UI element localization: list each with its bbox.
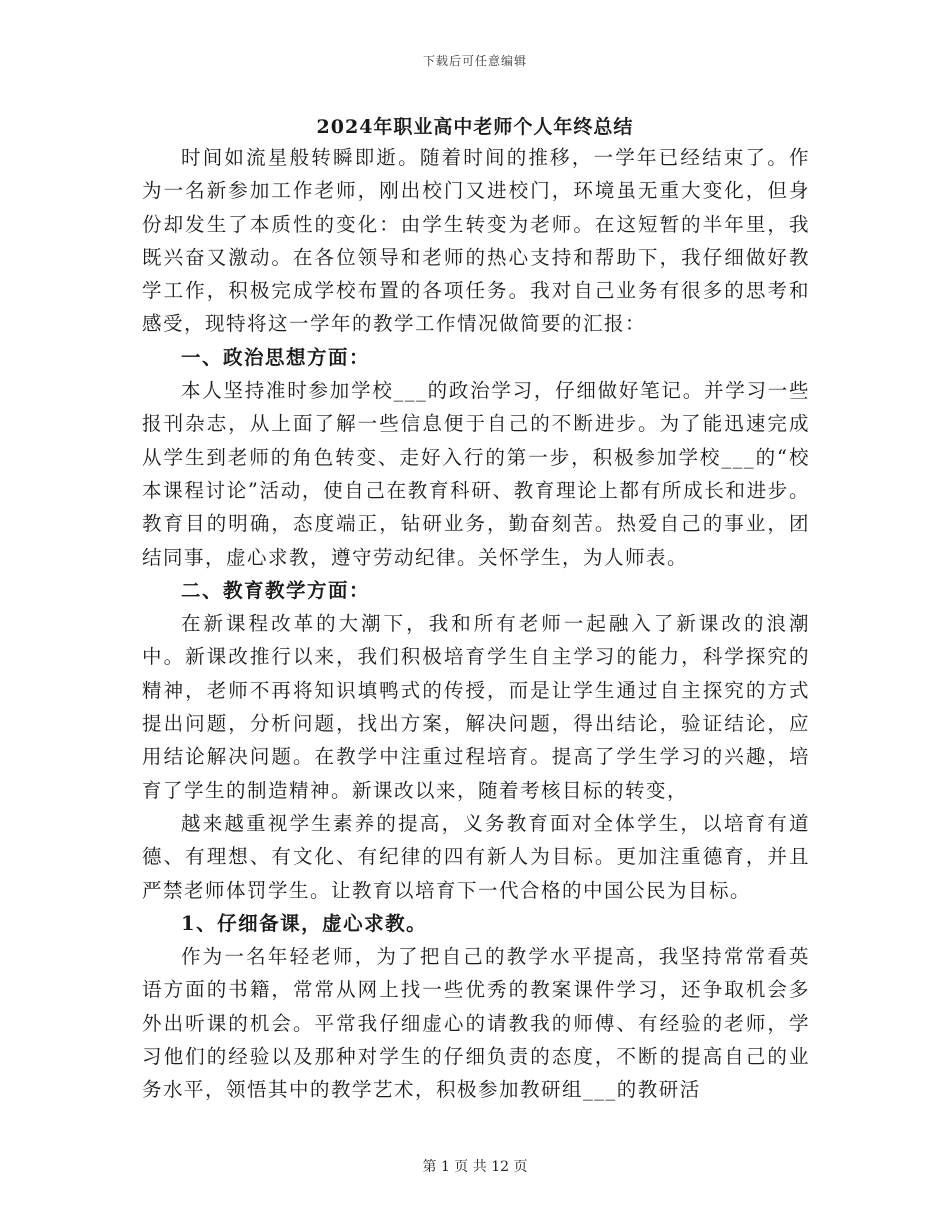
paragraph-teaching-quality: 越来越重视学生素养的提高，义务教育面对全体学生，以培育有道德、有理想、有文化、有纪律的四有新人为目标。更加注重德育，并且严禁老师体罚学生。让教育以培育下一代合格的中国公民为目标。: [142, 811, 810, 902]
page-number: 第 1 页 共 12 页: [422, 1159, 528, 1175]
paragraph-intro: 时间如流星般转瞬即逝。随着时间的推移，一学年已经结束了。作为一名新参加工作老师，刚出校门又进校门，环境虽无重大变化，但身份却发生了本质性的变化：由学生转变为老师。在这短暂的半年里，我既兴奋又激动。在各位领导和老师的热心支持和帮助下，我仔细做好教学工作，积极完成学校布置的各项任务。我对自己业务有很多的思考和感受，现特将这一学年的教学工作情况做简要的汇报：: [142, 146, 810, 336]
paragraph-teaching-reform: 在新课程改革的大潮下，我和所有老师一起融入了新课改的浪潮中。新课改推行以来，我们积极培育学生自主学习的能力，科学探究的精神，老师不再将知识填鸭式的传授，而是让学生通过自主探究的方式提出问题，分析问题，找出方案，解决问题，得出结论，验证结论，应用结论解决问题。在教学中注重过程培育。提高了学生学习的兴趣，培育了学生的制造精神。新课改以来，随着考核目标的转变，: [142, 612, 810, 802]
paragraph-preparation: 作为一名年轻老师，为了把自己的教学水平提高，我坚持常常看英语方面的书籍，常常从网上找一些优秀的教案课件学习，还争取机会多外出听课的机会。平常我仔细虚心的请教我的师傅、有经验的老师，学习他们的经验以及那种对学生的仔细负责的态度，不断的提高自己的业务水平，领悟其中的教学艺术，积极参加教研组___的教研活: [142, 945, 810, 1102]
section-heading-politics: 一、政治思想方面：: [181, 345, 371, 369]
paragraph-politics: 本人坚持准时参加学校___的政治学习，仔细做好笔记。并学习一些报刊杂志，从上面了解一些信息便于自己的不断进步。为了能迅速完成从学生到老师的角色转变、走好入行的第一步，积极参加学校___的“校本课程讨论”活动，使自己在教育科研、教育理论上都有所成长和进步。教育目的明确，态度端正，钻研业务，勤奋刻苦。热爱自己的事业，团结同事，虚心求教，遵守劳动纪律。关怀学生，为人师表。: [142, 379, 810, 569]
subsection-heading-preparation: 1、仔细备课，虚心求教。: [181, 911, 428, 935]
document-body: [142, 141, 810, 1107]
page-header-note: 下载后可任意编辑: [422, 54, 527, 68]
section-heading-teaching: 二、教育教学方面：: [181, 578, 371, 602]
document-title: 2024年职业高中老师个人年终总结: [316, 116, 634, 138]
